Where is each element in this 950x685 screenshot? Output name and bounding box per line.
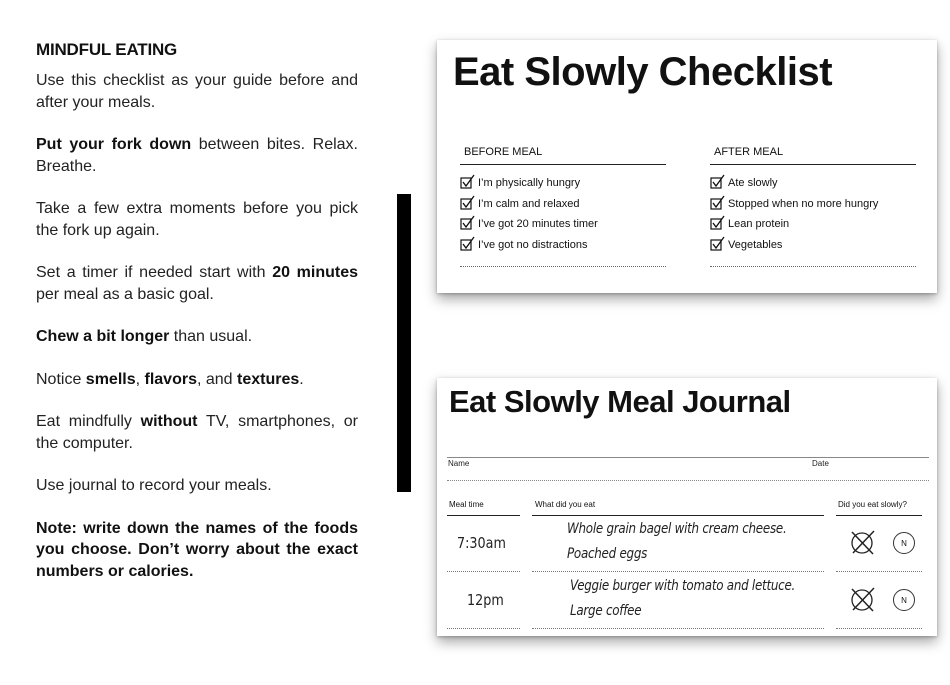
date-label: Date [812, 459, 829, 468]
checked-box-icon [710, 177, 726, 191]
checked-box-icon [460, 218, 476, 232]
journal-title: Eat Slowly Meal Journal [449, 384, 791, 419]
checklist-item[interactable]: I’ve got no distractions [460, 239, 666, 260]
checklist-card [437, 40, 937, 293]
checked-box-icon [710, 239, 726, 253]
meal-time-value: 12pm [467, 591, 504, 609]
meal-food-line: Veggie burger with tomato and lettuce. [570, 578, 796, 594]
tip-extra-moments: Take a few extra moments before you pick the fork up again. [36, 200, 358, 239]
checklist-item[interactable]: Ate slowly [710, 177, 916, 198]
checklist-title: Eat Slowly Checklist [453, 50, 833, 94]
dotted-line [460, 266, 666, 267]
what-col-rule [532, 515, 824, 516]
checked-box-icon [710, 198, 726, 212]
checklist-item[interactable]: Vegetables [710, 239, 916, 260]
time-col-rule [447, 515, 520, 516]
section-title: MINDFUL EATING [36, 40, 178, 59]
before-meal-header: BEFORE MEAL [460, 146, 666, 165]
after-meal-column [710, 146, 916, 267]
tip-timer: Set a timer if needed start with 20 minutes per meal as a basic goal. [36, 264, 359, 303]
checked-box-icon [710, 218, 726, 232]
checklist-item[interactable]: I’m physically hungry [460, 177, 666, 198]
checklist-item[interactable]: Lean protein [710, 218, 916, 239]
checked-box-icon [460, 177, 476, 191]
tip-chew: Chew a bit longer than usual. [36, 328, 253, 345]
tip-notice: Notice smells, flavors, and textures. [36, 370, 304, 388]
meal-journal-card [437, 378, 937, 636]
checklist-item[interactable]: I’ve got 20 minutes timer [460, 218, 666, 239]
meal-food-line: Whole grain bagel with cream cheese. [567, 521, 787, 537]
checklist-item[interactable]: I’m calm and relaxed [460, 198, 666, 219]
note-text: Note: write down the names of the foods you choose. Don’t worry about the exact numbers or calories. [36, 519, 358, 580]
dotted-line [710, 266, 916, 267]
col-ate-slowly: Did you eat slowly? [838, 500, 907, 509]
instructions-column [36, 40, 358, 603]
meal-food-line: Poached eggs [567, 546, 648, 562]
checklist-item[interactable]: Stopped when no more hungry [710, 198, 916, 219]
tip-fork-down: Put your fork down between bites. Relax. Breathe. [36, 136, 358, 175]
row-divider [836, 628, 922, 629]
header-rule [447, 457, 929, 458]
slow-col-rule [836, 515, 922, 516]
after-meal-header: AFTER MEAL [710, 146, 916, 165]
name-label: Name [448, 459, 470, 468]
no-option-button[interactable]: N [893, 589, 915, 611]
checked-box-icon [460, 198, 476, 212]
row-divider [447, 571, 520, 572]
col-what-eaten: What did you eat [535, 500, 596, 509]
intro-text: Use this checklist as your guide before and after your meals. [36, 72, 358, 111]
col-meal-time: Meal time [449, 500, 484, 509]
no-option-button[interactable]: N [893, 532, 915, 554]
meal-food-line: Large coffee [570, 603, 642, 619]
name-date-line [447, 480, 929, 481]
yes-crossed-icon[interactable] [849, 586, 877, 612]
yes-crossed-icon[interactable] [849, 529, 877, 555]
before-meal-column [460, 146, 666, 267]
meal-time-value: 7:30am [457, 534, 506, 552]
vertical-divider [397, 194, 411, 492]
checked-box-icon [460, 239, 476, 253]
row-divider [532, 628, 824, 629]
tip-no-distractions: Eat mindfully without TV, smartphones, or the computer. [36, 413, 358, 452]
row-divider [836, 571, 922, 572]
row-divider [532, 571, 824, 572]
tip-journal: Use journal to record your meals. [36, 477, 272, 494]
row-divider [447, 628, 520, 629]
